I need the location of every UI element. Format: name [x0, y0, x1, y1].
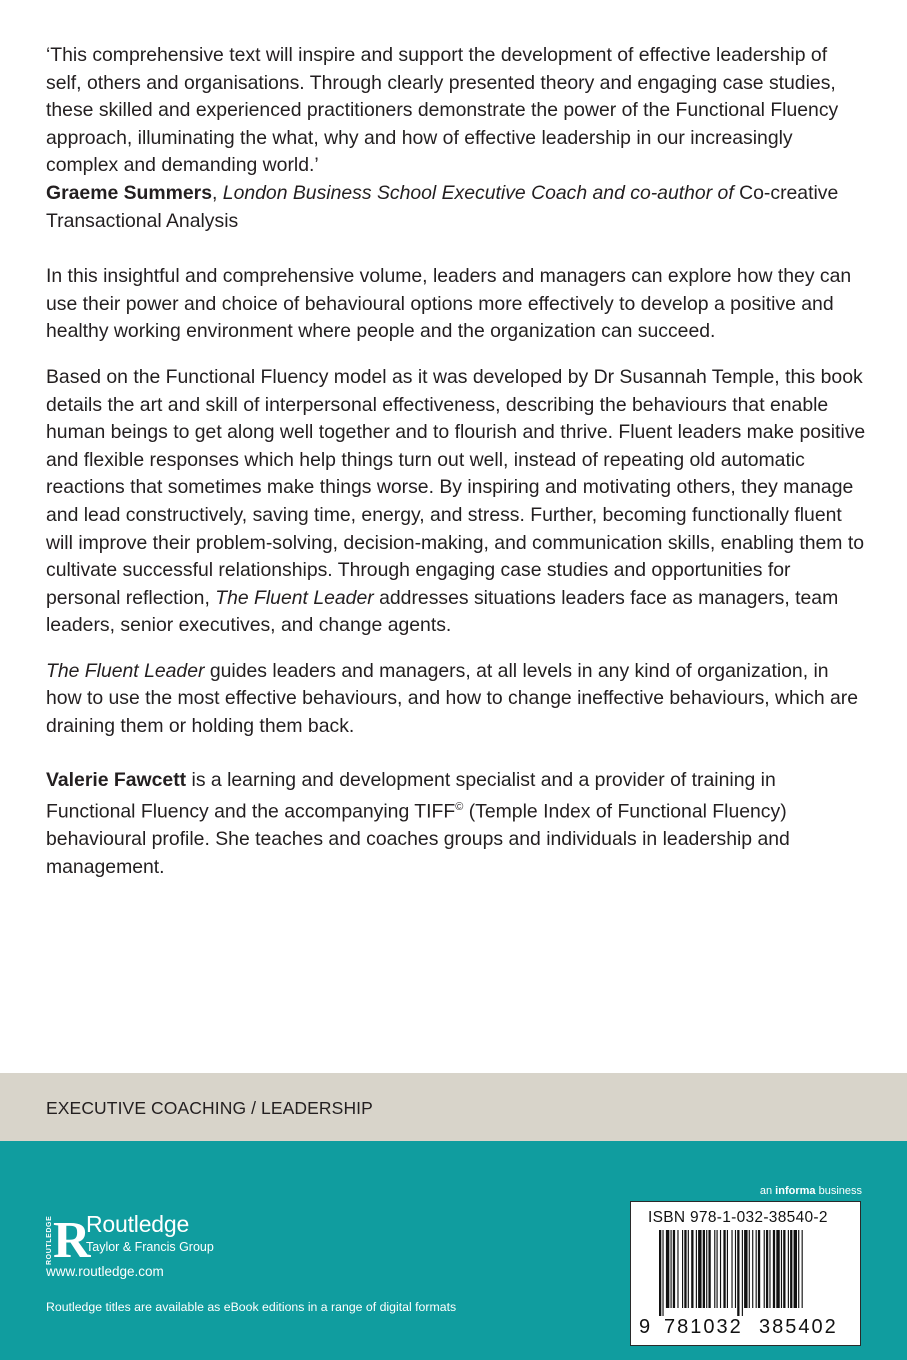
barcode-bar	[714, 1230, 715, 1308]
barcode-bar	[788, 1230, 789, 1308]
barcode-bar	[720, 1230, 721, 1308]
barcode-bar	[742, 1230, 743, 1316]
logo-side-text: ROUTLEDGE	[46, 1215, 53, 1265]
barcode-bar	[794, 1230, 797, 1308]
barcode-bar	[744, 1230, 747, 1308]
barcode-bar	[696, 1230, 697, 1308]
barcode-bar	[666, 1230, 669, 1308]
barcode-bar	[776, 1230, 779, 1308]
barcode-bar	[717, 1230, 718, 1308]
endorsement-author: Graeme Summers	[46, 181, 212, 204]
endorsement-quote: ‘This comprehensive text will inspire and support the development of effective leadership of self, others and organisations. Through clearly presented theory and engaging case studies, these skilled and experienced practitioners demonstrate the power of the Functional Fluency approach, illuminating the what, why and how of effective leadership in our increasingly complex and demanding world.’	[46, 44, 839, 177]
back-cover-text	[46, 42, 866, 882]
barcode-bar	[706, 1230, 707, 1308]
barcode-bar	[766, 1230, 768, 1308]
barcode-bar	[677, 1230, 678, 1308]
barcode-bar	[708, 1230, 710, 1308]
informa-tagline: an informa business	[759, 1185, 862, 1197]
barcode-bar	[662, 1230, 663, 1316]
barcode-box	[630, 1201, 861, 1346]
barcode-digit-first: 9	[639, 1316, 651, 1338]
barcode-bar	[735, 1230, 736, 1308]
barcode-digits-right: 385402	[759, 1316, 838, 1338]
publisher-footer	[0, 1141, 907, 1360]
ebook-note: Routledge titles are available as eBook editions in a range of digital formats	[46, 1300, 457, 1314]
barcode-bar	[769, 1230, 770, 1308]
barcode-bar	[764, 1230, 765, 1308]
barcode-bar	[723, 1230, 725, 1308]
barcode-bar	[727, 1230, 728, 1308]
barcode-bar	[798, 1230, 799, 1308]
barcode-bar	[731, 1230, 732, 1308]
publisher-name: Routledge	[86, 1211, 190, 1237]
barcode-bar	[691, 1230, 693, 1308]
description-paragraph-2: Based on the Functional Fluency model as it was developed by Dr Susannah Temple, this book details the art and skill of interpersonal effectiveness, describing the behaviours that enable human beings to get along well together and to flourish and thrive. Fluent leaders make positive and flexible responses which help things turn out well, instead of repeating old automatic reactions that sometimes make things worse. By inspiring and motivating others, they manage and lead constructively, saving time, energy, and stress. Further, becoming functionally fluent will improve their problem-solving, decision-making, and communication skills, enabling them to cultivate successful relationships. Through engaging case studies and opportunities for personal reflection, The Fluent Leader addresses situations leaders face as managers, team leaders, senior executives, and change agents.	[46, 365, 866, 637]
publisher-url[interactable]: www.routledge.com	[46, 1264, 164, 1279]
barcode-bar	[688, 1230, 689, 1308]
description-paragraph-1: In this insightful and comprehensive volume, leaders and managers can explore how they can use their power and choice of behavioural options more effectively to develop a positive and healthy working environment where people and the organization can succeed.	[46, 265, 852, 343]
category-label: EXECUTIVE COACHING / LEADERSHIP	[46, 1098, 373, 1118]
author-name: Valerie Fawcett	[46, 768, 187, 791]
barcode-bar	[758, 1230, 760, 1308]
barcode-bar	[802, 1230, 803, 1308]
logo-letter: R	[53, 1212, 91, 1269]
category-band	[0, 1073, 907, 1141]
barcode-bar	[790, 1230, 792, 1308]
barcode-digits-left: 781032	[664, 1316, 743, 1338]
description-paragraph-3: The Fluent Leader guides leaders and managers, at all levels in any kind of organization, in how to use the most effective behaviours, and how to change ineffective behaviours, which are draining them or holding them back.	[46, 659, 859, 738]
barcode-icon	[631, 1230, 862, 1316]
endorsement-role: London Business School Executive Coach and co-author of	[222, 181, 734, 204]
book-title: The Fluent Leader	[46, 659, 205, 682]
barcode-bar	[659, 1230, 661, 1316]
isbn-label: ISBN 978-1-032-38540-2	[648, 1209, 828, 1226]
book-title: The Fluent Leader	[215, 586, 374, 609]
barcode-bar	[752, 1230, 753, 1308]
barcode-bar	[673, 1230, 675, 1308]
copyright-mark: ©	[455, 801, 464, 814]
barcode-bar	[698, 1230, 701, 1308]
barcode-bar	[671, 1230, 672, 1308]
author-bio: Valerie Fawcett is a learning and development specialist and a provider of training in Functional Fluency and the accompanying TIFF© (Temple Index of Functional Fluency) behavioural profile. She teaches and coaches groups and individuals in leadership and management.	[46, 768, 790, 878]
barcode-bar	[703, 1230, 705, 1308]
publisher-group: Taylor & Francis Group	[86, 1240, 214, 1254]
informa-brand: informa	[775, 1185, 816, 1197]
barcode-bar	[684, 1230, 686, 1308]
endorsement-book: Co-creative Transactional Analysis	[46, 181, 839, 232]
barcode-bar	[773, 1230, 775, 1308]
barcode-bar	[737, 1230, 739, 1316]
endorsement-block: ‘This comprehensive text will inspire and support the development of effective leadership of self, others and organisations. Through clearly presented theory and engaging case studies, these skilled and experienced practitioners demonstrate the power of the Functional Fluency approach, illuminating the what, why and how of effective leadership in our increasingly complex and demanding world.’ Graeme Summers, London Business School Executive Coach and co-author of Co-creative Transactional Analysis	[46, 44, 839, 232]
routledge-logo-icon	[42, 1207, 91, 1269]
barcode-bar	[783, 1230, 785, 1308]
barcode-bar	[682, 1230, 683, 1308]
barcode-bar	[756, 1230, 757, 1308]
barcode-bar	[749, 1230, 750, 1308]
barcode-bar	[781, 1230, 782, 1308]
